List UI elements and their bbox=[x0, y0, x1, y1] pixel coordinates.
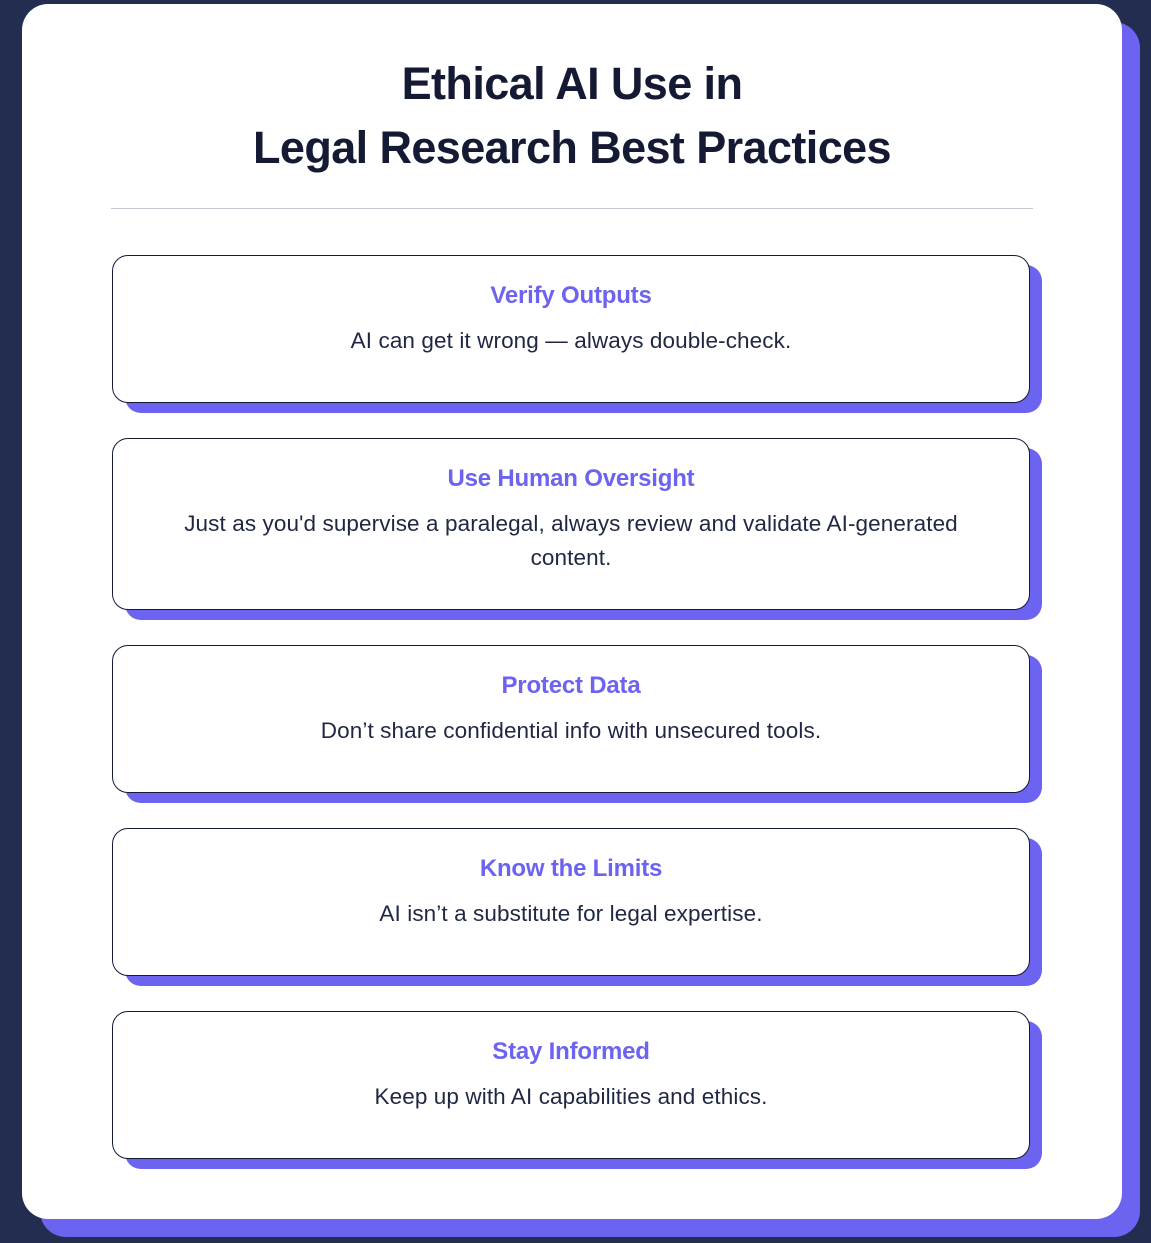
practice-card-description: AI can get it wrong — always double-check. bbox=[350, 327, 792, 353]
practice-list bbox=[22, 255, 1122, 1159]
practice-card-description: Keep up with AI capabilities and ethics. bbox=[374, 1083, 768, 1109]
list-item bbox=[112, 255, 1030, 403]
list-item bbox=[112, 438, 1030, 610]
page-title bbox=[22, 4, 1122, 180]
practice-card-description: Don’t share confidential info with unsecured tools. bbox=[320, 717, 822, 743]
page-title-line-1: Ethical AI Use in bbox=[401, 58, 743, 109]
practice-card-stay-informed bbox=[112, 1011, 1030, 1159]
practice-card-protect-data bbox=[112, 645, 1030, 793]
practice-card-title: Protect Data bbox=[501, 671, 641, 699]
list-item bbox=[112, 1011, 1030, 1159]
practice-card-description: AI isn’t a substitute for legal expertise. bbox=[379, 900, 763, 926]
infographic-card bbox=[22, 4, 1122, 1219]
practice-card-title: Know the Limits bbox=[479, 854, 663, 882]
practice-card-title: Stay Informed bbox=[492, 1037, 650, 1065]
practice-card-use-human-oversight bbox=[112, 438, 1030, 610]
practice-card-title: Use Human Oversight bbox=[447, 464, 695, 492]
title-divider bbox=[111, 208, 1033, 209]
list-item bbox=[112, 645, 1030, 793]
list-item bbox=[112, 828, 1030, 976]
practice-card-title: Verify Outputs bbox=[490, 281, 652, 309]
practice-card-verify-outputs bbox=[112, 255, 1030, 403]
practice-card-know-the-limits bbox=[112, 828, 1030, 976]
practice-card-description: Just as you'd supervise a paralegal, always review and validate AI-generated content. bbox=[184, 510, 958, 570]
page-title-line-2: Legal Research Best Practices bbox=[253, 121, 891, 173]
